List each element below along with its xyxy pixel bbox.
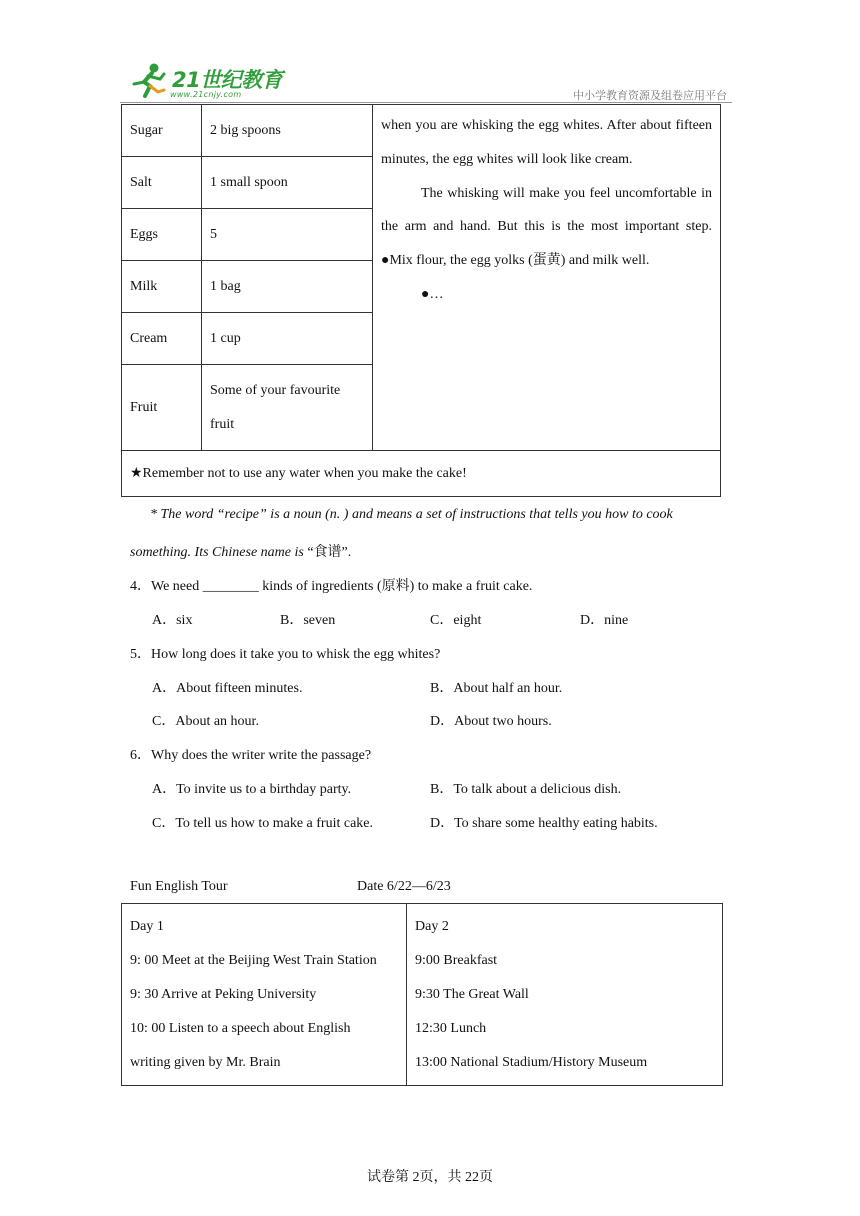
answer-option[interactable]: D．To share some healthy eating habits.: [430, 816, 658, 831]
ingredient-name: Eggs: [122, 209, 202, 261]
answer-option[interactable]: D．About two hours.: [430, 714, 552, 729]
answer-option[interactable]: A．six: [152, 613, 193, 628]
recipe-steps-cell: [373, 105, 721, 451]
ingredient-name: Salt: [122, 157, 202, 209]
header-divider: [120, 102, 732, 103]
schedule-item: 9: 00 Meet at the Beijing West Train Station: [130, 953, 377, 968]
ingredient-name: Sugar: [122, 105, 202, 157]
ingredient-amount: Some of your favourite fruit: [202, 365, 373, 451]
question-stem: 5．How long does it take you to whisk the egg whites?: [130, 647, 441, 662]
answer-option[interactable]: B．About half an hour.: [430, 681, 563, 696]
ingredient-name: Cream: [122, 313, 202, 365]
tour-date: Date 6/22—6/23: [357, 879, 451, 894]
tour-title: Fun English Tour: [130, 879, 228, 894]
ingredient-amount: 5: [202, 209, 373, 261]
question-stem: 4．We need ________ kinds of ingredients (原料) to make a fruit cake.: [130, 579, 533, 594]
schedule-item: Day 2: [415, 919, 449, 934]
ingredient-amount: 2 big spoons: [202, 105, 373, 157]
schedule-item: 10: 00 Listen to a speech about English: [130, 1021, 351, 1036]
answer-option[interactable]: A．To invite us to a birthday party.: [152, 782, 352, 797]
day1-cell: [122, 904, 407, 1086]
page-footer: 试卷第 2页，共 22页: [367, 1170, 493, 1185]
steps-paragraph: when you are whisking the egg whites. After about fifteen minutes, the egg whites will look like cream.: [381, 118, 712, 167]
recipe-table: [121, 104, 721, 497]
schedule-item: 12:30 Lunch: [415, 1021, 487, 1036]
header-platform-text: 中小学教育资源及组卷应用平台: [573, 89, 727, 102]
recipe-note: ★Remember not to use any water when you make the cake!: [122, 451, 721, 497]
footnote-tail: “食谱”.: [307, 545, 352, 560]
logo-url: www.21cnjy.com: [170, 90, 242, 99]
steps-paragraph: ●…: [421, 286, 444, 302]
ingredient-amount: 1 small spoon: [202, 157, 373, 209]
steps-paragraph: The whisking will make you feel uncomfortable in the arm and hand. But this is the most important step. ●Mix flour, the egg yolks (蛋黄) and milk well.: [381, 185, 712, 269]
ingredient-amount: 1 cup: [202, 313, 373, 365]
answer-option[interactable]: C．About an hour.: [152, 714, 259, 729]
answer-option[interactable]: C．eight: [430, 613, 482, 628]
tour-schedule-table: [121, 903, 723, 1086]
table-row: [122, 904, 723, 1086]
answer-option[interactable]: D．nine: [580, 613, 629, 628]
footnote-line: [130, 541, 351, 561]
schedule-item: 13:00 National Stadium/History Museum: [415, 1055, 648, 1070]
schedule-item: Day 1: [130, 919, 164, 934]
ingredient-name: Fruit: [122, 365, 202, 451]
table-row: [122, 105, 721, 157]
footnote-italic: something. Its Chinese name is: [130, 545, 308, 560]
answer-option[interactable]: B．seven: [280, 613, 336, 628]
footnote-line: * The word “recipe” is a noun (n. ) and means a set of instructions that tells you how to cook: [150, 507, 673, 522]
answer-option[interactable]: B．To talk about a delicious dish.: [430, 782, 622, 797]
schedule-item: 9:00 Breakfast: [415, 953, 498, 968]
schedule-item: 9: 30 Arrive at Peking University: [130, 987, 317, 1002]
day2-cell: [407, 904, 723, 1086]
answer-option[interactable]: C．To tell us how to make a fruit cake.: [152, 816, 374, 831]
schedule-item: writing given by Mr. Brain: [130, 1055, 281, 1070]
ingredient-amount: 1 bag: [202, 261, 373, 313]
ingredient-name: Milk: [122, 261, 202, 313]
table-row: [122, 451, 721, 497]
schedule-item: 9:30 The Great Wall: [415, 987, 529, 1002]
question-stem: 6．Why does the writer write the passage?: [130, 748, 372, 763]
runner-logo-icon: [128, 62, 172, 102]
logo-brand: 21世纪教育: [172, 68, 283, 92]
answer-option[interactable]: A．About fifteen minutes.: [152, 681, 303, 696]
